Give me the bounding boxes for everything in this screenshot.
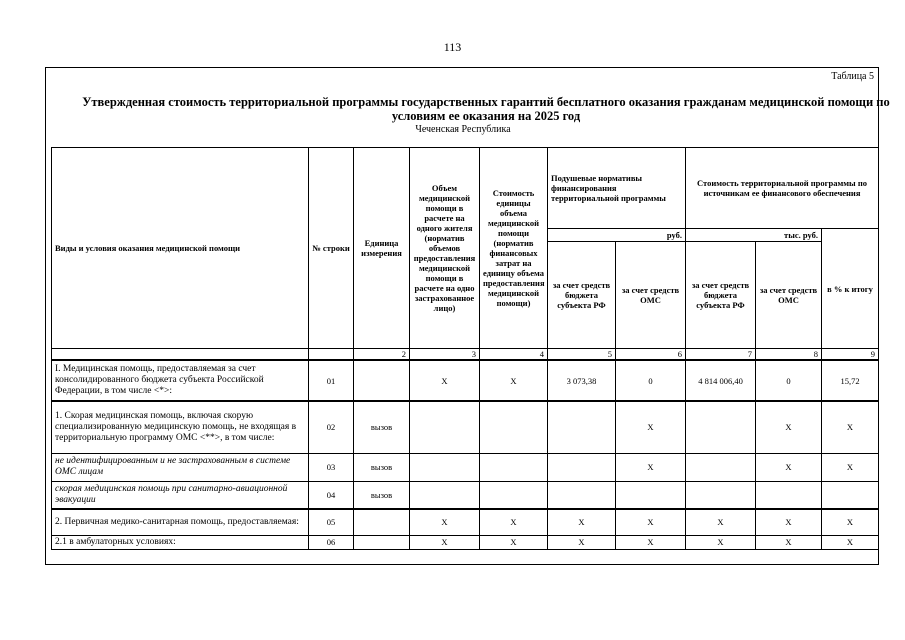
- row-unit: [354, 509, 410, 535]
- cell-budget-thous: X: [686, 535, 756, 549]
- header-oms-thous: за счет средств ОМС: [756, 242, 822, 349]
- col-number: 9: [822, 349, 879, 361]
- row-number: 04: [309, 481, 354, 509]
- cell-percent: X: [822, 535, 879, 549]
- cell-unit-cost: [480, 481, 548, 509]
- cell-oms: X: [616, 401, 686, 453]
- header-unit: Единица измерения: [354, 148, 410, 349]
- cell-unit-cost: X: [480, 360, 548, 401]
- row-number: 03: [309, 453, 354, 481]
- table-row: [52, 453, 879, 481]
- cell-oms-thous: X: [756, 401, 822, 453]
- cell-oms-thous: [756, 481, 822, 509]
- col-number: [52, 349, 309, 361]
- cell-volume: X: [410, 535, 480, 549]
- cell-percent: X: [822, 401, 879, 453]
- col-number: [309, 349, 354, 361]
- col-number: 2: [354, 349, 410, 361]
- cell-oms: [616, 481, 686, 509]
- cell-volume: X: [410, 360, 480, 401]
- row-unit: вызов: [354, 453, 410, 481]
- cell-volume: [410, 453, 480, 481]
- table-title: Утвержденная стоимость территориальной программы государственных гарантий бесплатного оказания гражданам медицинской помощи по условиям ее оказания на 2025 год: [82, 95, 890, 123]
- col-number: 4: [480, 349, 548, 361]
- row-number: 02: [309, 401, 354, 453]
- cell-budget-thous: [686, 401, 756, 453]
- cell-oms-thous: X: [756, 535, 822, 549]
- cell-oms: X: [616, 453, 686, 481]
- col-number: 7: [686, 349, 756, 361]
- cell-volume: X: [410, 509, 480, 535]
- header-per-capita: Подушевые нормативы финансирования территориальной программы: [548, 148, 686, 229]
- cell-percent: X: [822, 509, 879, 535]
- cell-budget-thous: 4 814 006,40: [686, 360, 756, 401]
- row-unit: вызов: [354, 481, 410, 509]
- cell-percent: [822, 481, 879, 509]
- header-volume: Объем медицинской помощи в расчете на одного жителя (норматив объемов предоставления медицинской помощи в расчете на одно застрахованное лицо): [410, 148, 480, 349]
- header-thous-rub: тыс. руб.: [686, 229, 822, 242]
- cell-unit-cost: [480, 401, 548, 453]
- cell-unit-cost: X: [480, 509, 548, 535]
- row-name: скорая медицинская помощь при санитарно-авиационной эвакуации: [52, 481, 309, 509]
- row-unit: вызов: [354, 401, 410, 453]
- cell-budget: X: [548, 535, 616, 549]
- header-kinds: Виды и условия оказания медицинской помощи: [52, 148, 309, 349]
- row-name: 1. Скорая медицинская помощь, включая скорую специализированную медицинскую помощь, не входящая в территориальную программу ОМС <**>, в том числе:: [52, 401, 309, 453]
- row-number: 05: [309, 509, 354, 535]
- header-unit-cost: Стоимость единицы объема медицинской помощи (норматив финансовых затрат на единицу объема предоставления медицинской помощи): [480, 148, 548, 349]
- cell-oms-thous: 0: [756, 360, 822, 401]
- cell-oms: X: [616, 509, 686, 535]
- header-program-cost: Стоимость территориальной программы по источникам ее финансового обеспечения: [686, 148, 879, 229]
- row-unit: [354, 535, 410, 549]
- cell-budget-thous: [686, 453, 756, 481]
- cell-budget: 3 073,38: [548, 360, 616, 401]
- cell-unit-cost: X: [480, 535, 548, 549]
- header-budget: за счет средств бюджета субъекта РФ: [548, 242, 616, 349]
- header-rub: руб.: [548, 229, 686, 242]
- col-number: 5: [548, 349, 616, 361]
- table-row: [52, 401, 879, 453]
- table-row: [52, 360, 879, 401]
- row-name: 2.1 в амбулаторных условиях:: [52, 535, 309, 549]
- header-oms: за счет средств ОМС: [616, 242, 686, 349]
- row-number: 06: [309, 535, 354, 549]
- cell-oms: 0: [616, 360, 686, 401]
- cost-table: [51, 147, 879, 550]
- page-number: 113: [443, 40, 462, 54]
- cell-budget: X: [548, 509, 616, 535]
- table-row: [52, 535, 879, 549]
- header-row-number: № строки: [309, 148, 354, 349]
- cell-unit-cost: [480, 453, 548, 481]
- cell-volume: [410, 401, 480, 453]
- header-budget-thous: за счет средств бюджета субъекта РФ: [686, 242, 756, 349]
- row-number: 01: [309, 360, 354, 401]
- cell-budget: [548, 401, 616, 453]
- col-number: 3: [410, 349, 480, 361]
- cell-budget-thous: [686, 481, 756, 509]
- col-number: 6: [616, 349, 686, 361]
- col-number: 8: [756, 349, 822, 361]
- row-name: не идентифицированным и не застрахованным в системе ОМС лицам: [52, 453, 309, 481]
- table-row: [52, 481, 879, 509]
- cell-percent: 15,72: [822, 360, 879, 401]
- cell-volume: [410, 481, 480, 509]
- document-frame: [45, 67, 890, 565]
- cell-budget-thous: X: [686, 509, 756, 535]
- row-name: 2. Первичная медико-санитарная помощь, предоставляемая:: [52, 509, 309, 535]
- row-unit: [354, 360, 410, 401]
- region-name: Чеченская Республика: [415, 124, 511, 135]
- row-name: I. Медицинская помощь, предоставляемая за счет консолидированного бюджета субъекта Российской Федерации, в том числе <*>:: [52, 360, 309, 401]
- cell-budget: [548, 481, 616, 509]
- header-percent: в % к итогу: [822, 229, 879, 349]
- cell-oms-thous: X: [756, 453, 822, 481]
- cell-oms: X: [616, 535, 686, 549]
- cell-percent: X: [822, 453, 879, 481]
- cell-oms-thous: X: [756, 509, 822, 535]
- cell-budget: [548, 453, 616, 481]
- table-label: Таблица 5: [831, 71, 874, 82]
- table-row: [52, 509, 879, 535]
